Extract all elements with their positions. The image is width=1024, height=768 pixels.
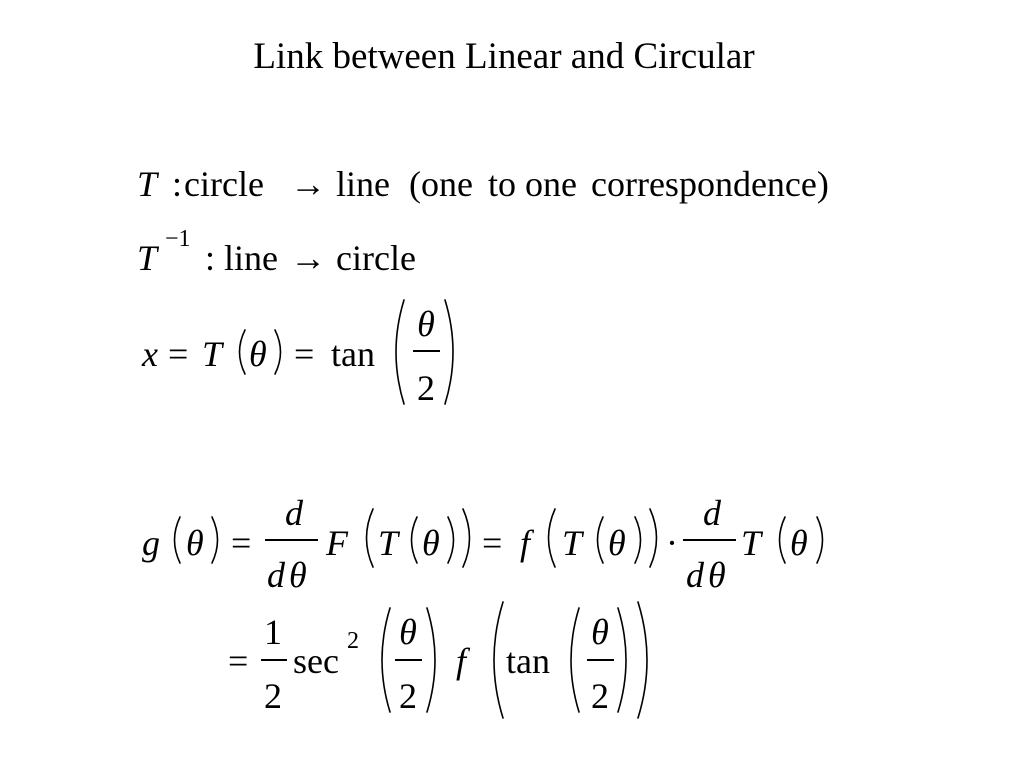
var-T: T xyxy=(202,334,223,374)
left-paren-icon xyxy=(359,507,375,569)
fraction-denominator: 2 xyxy=(417,368,435,408)
word-line: line xyxy=(224,238,278,278)
equals-sign: = xyxy=(231,523,252,563)
var-T: T xyxy=(741,523,762,563)
equals-sign: = xyxy=(482,523,503,563)
arrow-symbol: → xyxy=(290,164,326,204)
derivative-theta: θ xyxy=(289,555,307,595)
var-theta: θ xyxy=(608,523,626,563)
derivative-d: d xyxy=(686,555,704,595)
func-tan: tan xyxy=(506,641,550,681)
left-big-paren-icon xyxy=(386,298,406,406)
fraction-bar xyxy=(261,659,287,661)
var-theta: θ xyxy=(249,334,267,374)
fraction-denominator: 2 xyxy=(399,676,417,716)
func-tan: tan xyxy=(331,334,375,374)
var-f: f xyxy=(520,523,531,563)
fraction-bar xyxy=(413,350,440,352)
var-T: T xyxy=(562,523,583,563)
var-T: T xyxy=(137,238,158,278)
var-T: T xyxy=(378,523,399,563)
right-big-paren-icon xyxy=(425,606,445,714)
right-big-paren-icon xyxy=(443,298,463,406)
fraction-denominator: 2 xyxy=(591,676,609,716)
note-correspondence: correspondence) xyxy=(591,164,829,204)
var-x: x xyxy=(142,334,158,374)
equals-sign: = xyxy=(168,334,189,374)
left-paren-icon xyxy=(541,507,557,569)
derivative-d: d xyxy=(267,555,285,595)
left-paren-icon xyxy=(233,328,247,376)
dot-operator: · xyxy=(666,523,678,563)
fraction-numerator: θ xyxy=(591,612,609,652)
right-paren-icon xyxy=(461,507,477,569)
fraction-numerator: 1 xyxy=(264,612,282,652)
fraction-numerator: θ xyxy=(417,304,435,344)
right-paren-icon xyxy=(273,328,287,376)
superscript-two: 2 xyxy=(347,628,359,654)
left-big-paren-icon xyxy=(561,606,581,714)
fraction-bar xyxy=(683,539,736,541)
word-line: line xyxy=(336,164,390,204)
var-F: F xyxy=(326,523,348,563)
right-paren-icon xyxy=(210,515,224,565)
colon: : xyxy=(172,164,183,204)
equals-sign: = xyxy=(228,641,249,681)
var-theta: θ xyxy=(790,523,808,563)
word-circle: circle xyxy=(336,238,416,278)
fraction-bar xyxy=(395,659,422,661)
right-paren-icon xyxy=(815,515,829,565)
var-g: g xyxy=(142,523,160,563)
note-one-2: one xyxy=(525,164,577,204)
left-paren-icon xyxy=(405,515,419,565)
word-circle: circle xyxy=(184,164,264,204)
var-T: T xyxy=(137,164,158,204)
fraction-bar xyxy=(587,659,614,661)
note-one: (one xyxy=(409,164,473,204)
fraction-numerator: θ xyxy=(399,612,417,652)
left-outer-paren-icon xyxy=(483,600,505,720)
note-to: to xyxy=(488,164,517,204)
superscript-inverse: −1 xyxy=(165,226,191,252)
derivative-numerator: d xyxy=(703,493,721,533)
func-sec: sec xyxy=(293,641,339,681)
right-big-paren-icon xyxy=(616,606,636,714)
slide-title: Link between Linear and Circular xyxy=(253,36,755,77)
right-paren-icon xyxy=(633,515,647,565)
derivative-numerator: d xyxy=(285,493,303,533)
right-paren-icon xyxy=(446,515,460,565)
arrow-symbol: → xyxy=(290,238,326,278)
left-big-paren-icon xyxy=(372,606,392,714)
var-theta: θ xyxy=(422,523,440,563)
fraction-denominator: 2 xyxy=(264,676,282,716)
colon: : xyxy=(205,238,216,278)
var-f: f xyxy=(456,641,467,681)
equals-sign: = xyxy=(294,334,315,374)
var-theta: θ xyxy=(186,523,204,563)
derivative-theta: θ xyxy=(708,555,726,595)
left-paren-icon xyxy=(773,515,787,565)
right-outer-paren-icon xyxy=(636,600,658,720)
left-paren-icon xyxy=(168,515,182,565)
fraction-bar xyxy=(265,539,318,541)
right-paren-icon xyxy=(648,507,664,569)
left-paren-icon xyxy=(591,515,605,565)
